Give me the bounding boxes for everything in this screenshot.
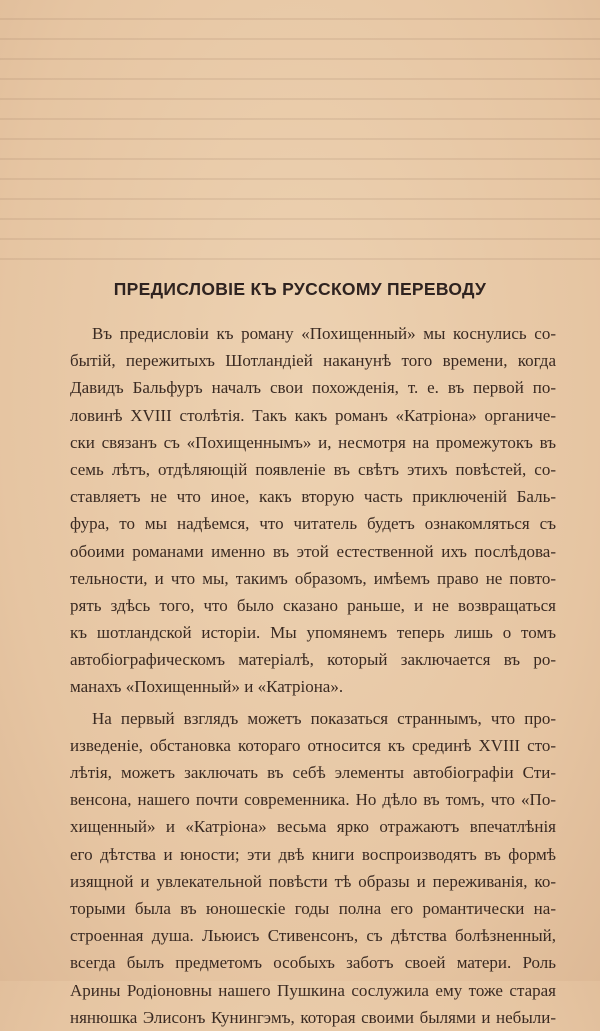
text-line: къ шотландской исторіи. Мы упомянемъ теперь лишь о томъ (70, 623, 556, 643)
text-line: его дѣтства и юности; эти двѣ книги воспроизводятъ въ формѣ (70, 844, 556, 864)
text-line: ловинѣ XVIII столѣтія. Такъ какъ романъ «Катріона» органиче- (70, 405, 556, 425)
text-line: рять здѣсь того, что было сказано раньше, и не возвращаться (70, 595, 556, 615)
text-line: хищенный» и «Катріона» весьма ярко отражаютъ впечатлѣнія (70, 817, 556, 837)
body-text (70, 320, 556, 1031)
text-line: тельности, и что мы, такимъ образомъ, имѣемъ право не повто- (70, 568, 556, 588)
show-through-text (0, 0, 600, 260)
text-line: изящной и увлекательной повѣсти тѣ образы и переживанія, ко- (70, 871, 556, 891)
text-line: Въ предисловіи къ роману «Похищенный» мы коснулись со- (92, 324, 556, 343)
text-line: фура, то мы надѣемся, что читатель будетъ ознакомляться съ (70, 514, 556, 534)
text-line: На первый взглядъ можетъ показаться страннымъ, что про- (92, 708, 556, 728)
text-line: семь лѣтъ, отдѣляющій появленіе въ свѣтъ этихъ повѣстей, со- (70, 459, 556, 479)
text-line: торыми была въ юношескіе годы полна его романтически на- (70, 898, 556, 918)
text-line: ски связанъ съ «Похищеннымъ» и, несмотря на промежутокъ въ (70, 432, 556, 452)
page-title: ПРЕДИСЛОВІЕ КЪ РУССКОМУ ПЕРЕВОДУ (113, 279, 487, 299)
text-line: Давидъ Бальфуръ началъ свои похожденія, т. е. въ первой по- (70, 378, 556, 398)
text-line: автобіографическомъ матеріалѣ, который заключается въ ро- (70, 650, 556, 670)
text-line: всегда былъ предметомъ особыхъ заботъ своей матери. Роль (70, 953, 556, 973)
text-line: ставляетъ не что иное, какъ вторую часть приключеній Баль- (70, 487, 556, 507)
text-line: манахъ «Похищенный» и «Катріона». (70, 677, 344, 697)
text-line: бытій, пережитыхъ Шотландіей наканунѣ того времени, когда (70, 351, 556, 371)
text-line: Арины Родіоновны нашего Пушкина сослужила ему тоже старая (70, 980, 556, 1000)
text-line: изведеніе, обстановка котораго относится къ срединѣ XVIII сто- (70, 735, 556, 755)
text-line: обоими романами именно въ этой естественной ихъ послѣдова- (70, 541, 556, 561)
text-line: нянюшка Элисонъ Кунингэмъ, которая своими былями и небыли- (70, 1007, 556, 1027)
text-line: венсона, нашего почти современника. Но дѣло въ томъ, что «По- (70, 790, 556, 810)
text-line: лѣтія, можетъ заключать въ себѣ элементы автобіографіи Сти- (70, 763, 556, 782)
text-line: строенная душа. Льюисъ Стивенсонъ, съ дѣтства болѣзненный, (70, 926, 556, 946)
